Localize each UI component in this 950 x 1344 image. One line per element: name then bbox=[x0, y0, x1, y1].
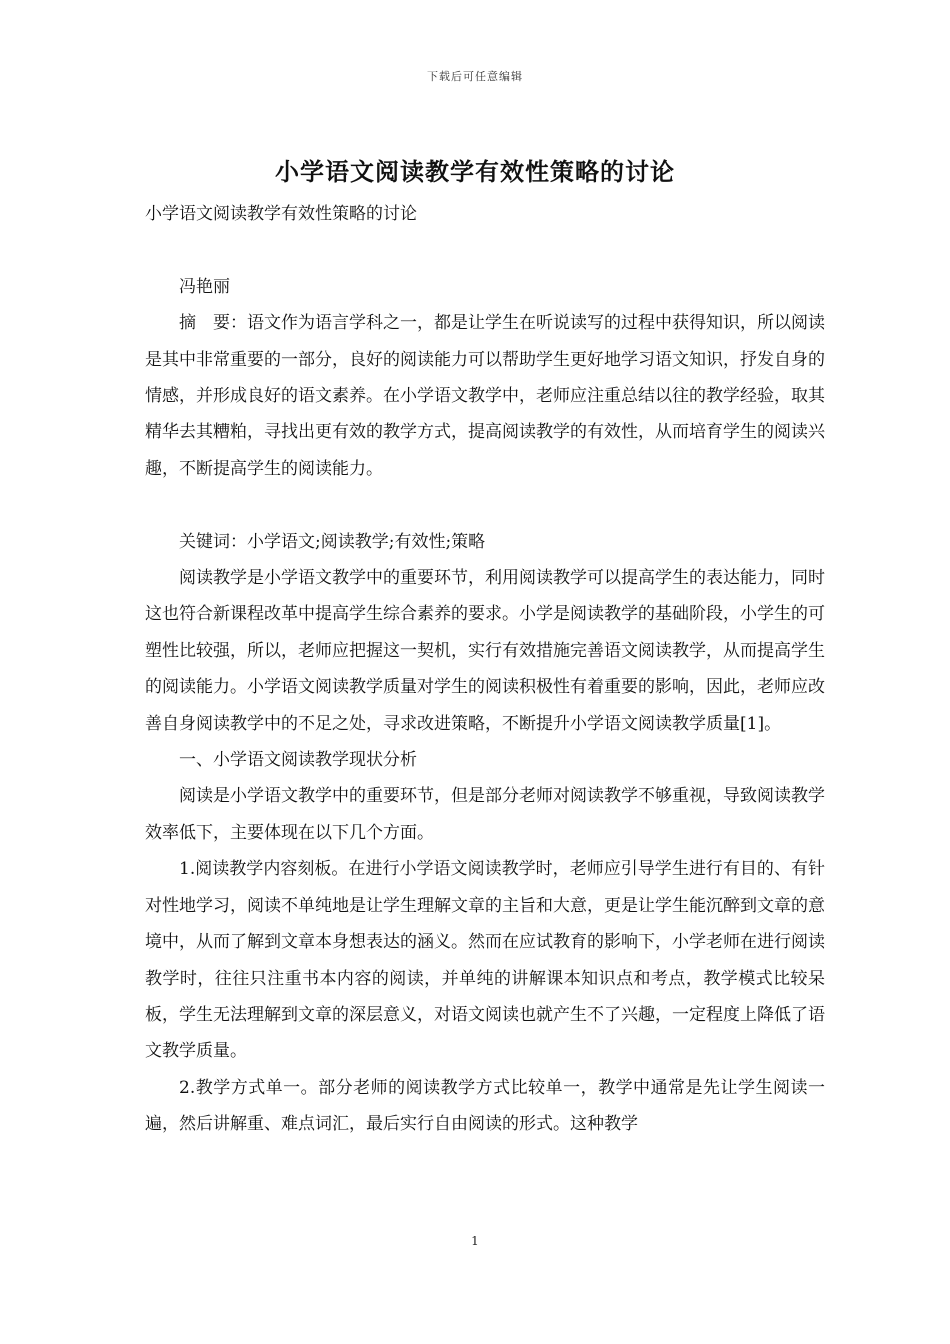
document-subtitle: 小学语文阅读教学有效性策略的讨论 bbox=[145, 204, 417, 224]
section-heading: 一、小学语文阅读教学现状分析 bbox=[179, 750, 417, 771]
point-paragraph-2: 2.教学方式单一。部分老师的阅读教学方式比较单一，教学中通常是先让学生阅读一遍，然后讲解重、难点词汇，最后实行自由阅读的形式。这种教学 bbox=[145, 1077, 825, 1135]
blank-line bbox=[145, 232, 825, 268]
document-body bbox=[145, 196, 825, 1143]
point-paragraph-1: 1.阅读教学内容刻板。在进行小学语文阅读教学时，老师应引导学生进行有目的、有针对性地学习，阅读不单纯地是让学生理解文章的主旨和大意，更是让学生能沉醉到文章的意境中，从而了解到文章本身想表达的涵义。然而在应试教育的影响下，小学老师在进行阅读教学时，往往只注重书本内容的阅读，并单纯的讲解课本知识点和考点，教学模式比较呆板，学生无法理解到文章的深层意义，对语文阅读也就产生不了兴趣，一定程度上降低了语文教学质量。 bbox=[145, 859, 825, 1062]
page-number: 1 bbox=[471, 1234, 479, 1248]
abstract-paragraph: 摘 要：语文作为语言学科之一，都是让学生在听说读写的过程中获得知识，所以阅读是其中非常重要的一部分，良好的阅读能力可以帮助学生更好地学习语文知识，抒发自身的情感，并形成良好的语文素养。在小学语文教学中，老师应注重总结以往的教学经验，取其精华去其糟粕，寻找出更有效的教学方式，提高阅读教学的有效性，从而培育学生的阅读兴趣，不断提高学生的阅读能力。 bbox=[145, 313, 825, 479]
header-note: 下载后可任意编辑 bbox=[427, 70, 523, 83]
intro-paragraph: 阅读教学是小学语文教学中的重要环节，利用阅读教学可以提高学生的表达能力，同时这也符合新课程改革中提高学生综合素养的要求。小学是阅读教学的基础阶段，小学生的可塑性比较强，所以，老师应把握这一契机，实行有效措施完善语文阅读教学，从而提高学生的阅读能力。小学语文阅读教学质量对学生的阅读积极性有着重要的影响，因此，老师应改善自身阅读教学中的不足之处，寻求改进策略，不断提升小学语文阅读教学质量[1]。 bbox=[145, 568, 825, 734]
blank-line bbox=[145, 487, 825, 523]
document-title: 小学语文阅读教学有效性策略的讨论 bbox=[275, 157, 675, 186]
section-intro-paragraph: 阅读是小学语文教学中的重要环节，但是部分老师对阅读教学不够重视，导致阅读教学效率低下，主要体现在以下几个方面。 bbox=[145, 786, 825, 843]
author-name: 冯艳丽 bbox=[179, 276, 230, 297]
keywords-line: 关键词：小学语文;阅读教学;有效性;策略 bbox=[179, 531, 486, 552]
